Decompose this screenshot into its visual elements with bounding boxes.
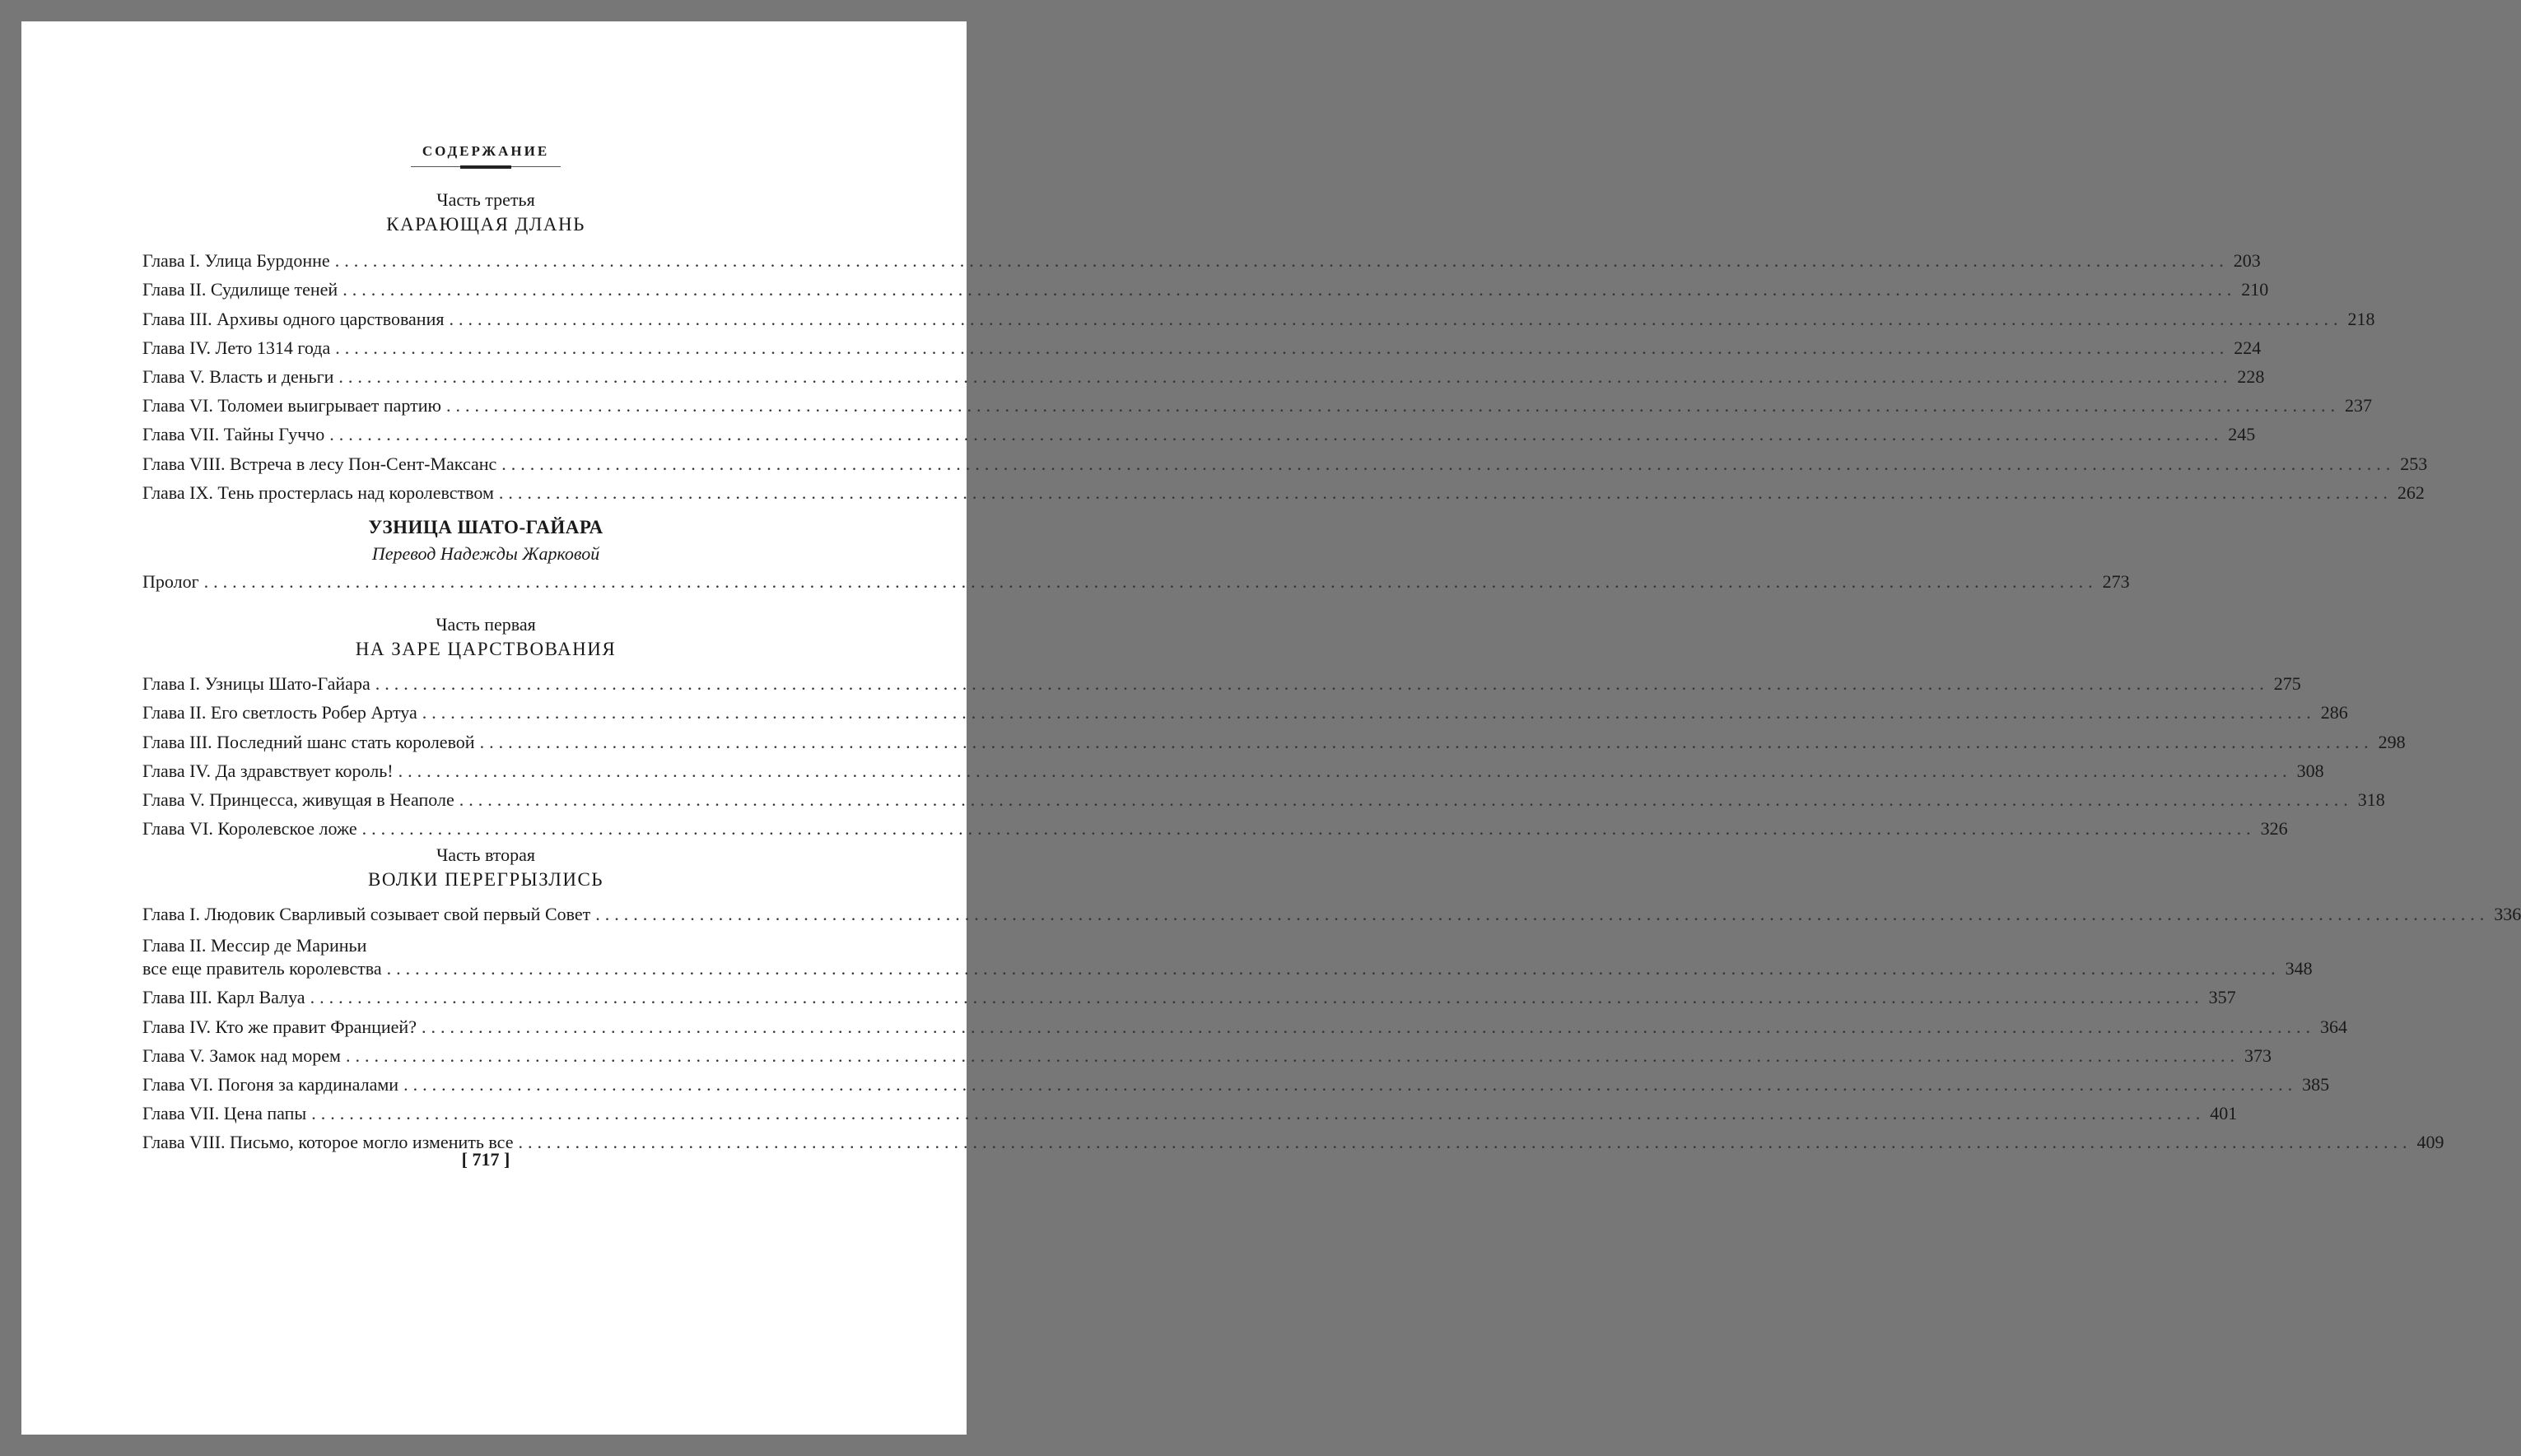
dot-leader: ........................................................................................................................................................................................................ (501, 453, 2396, 474)
toc-entry[interactable] (142, 783, 2385, 812)
entry-title: Глава I. Людовик Сварливый созывает свой первый Совет (142, 904, 591, 925)
toc-entry[interactable] (142, 695, 2348, 724)
dot-leader: ........................................................................................................................................................................................................ (311, 1103, 2206, 1124)
page-number: 298 (2378, 731, 2406, 752)
page-number: 218 (2347, 308, 2375, 329)
page-number: 286 (2320, 702, 2348, 723)
page-number: 275 (2273, 673, 2301, 695)
page-number: 203 (2233, 250, 2261, 272)
toc-entry[interactable] (142, 1009, 2347, 1038)
dot-leader: ........................................................................................................................................................................................................ (334, 250, 2229, 272)
toc-entry[interactable] (142, 301, 2375, 330)
toc-entry[interactable] (142, 1039, 2272, 1068)
dot-leader: ........................................................................................................................................................................................................ (310, 987, 2204, 1008)
translator-credit: Перевод Надежды Жарковой (371, 543, 600, 564)
entry-title: Глава V. Власть и деньги (142, 365, 334, 387)
dot-leader: ........................................................................................................................................................................................................ (335, 337, 2230, 358)
entry-title: Глава II. Мессир де Мариньи (142, 935, 367, 956)
toc-entry[interactable] (142, 417, 2256, 446)
toc-entry[interactable] (142, 331, 2262, 360)
entry-title: Глава VI. Королевское ложе (142, 818, 357, 840)
book-page (21, 21, 2521, 1435)
page-number: 237 (2344, 395, 2372, 416)
dot-leader: ........................................................................................................................................................................................................ (449, 308, 2343, 329)
dot-leader: ........................................................................................................................................................................................................ (422, 702, 2316, 723)
toc-entry[interactable] (142, 926, 2313, 980)
dot-leader: ........................................................................................................................................................................................................ (498, 481, 2393, 503)
part-title: КАРАЮЩАЯ ДЛАНЬ (386, 214, 585, 235)
entry-title: Глава IX. Тень простерлась над королевством (142, 481, 494, 503)
dot-leader: ........................................................................................................................................................................................................ (479, 731, 2374, 752)
entry-title: Глава II. Его светлость Робер Артуа (142, 702, 417, 723)
page-folio: [ 717 ] (461, 1149, 510, 1170)
toc-entry[interactable] (142, 565, 2130, 593)
dot-leader: ........................................................................................................................................................................................................ (398, 760, 2292, 781)
toc-entry[interactable] (142, 1068, 2330, 1096)
page-number: 364 (2319, 1016, 2347, 1037)
dot-leader: ........................................................................................................................................................................................................ (421, 1016, 2315, 1037)
part-label: Часть вторая (436, 844, 536, 865)
page-number: 357 (2208, 987, 2236, 1008)
toc-entry[interactable] (142, 446, 2428, 475)
dot-leader: ........................................................................................................................................................................................................ (329, 424, 2224, 445)
chapter-list (142, 244, 2428, 505)
entry-title: Глава I. Узницы Шато-Гайара (142, 673, 370, 695)
dot-leader: ........................................................................................................................................................................................................ (595, 904, 2490, 925)
toc-entry[interactable] (142, 360, 2265, 388)
entry-title: Глава III. Архивы одного царствования (142, 308, 445, 329)
page-number: 228 (2237, 365, 2265, 387)
page-number: 210 (2241, 279, 2269, 300)
entry-title: Глава VIII. Встреча в лесу Пон-Сент-Максанс (142, 453, 497, 474)
entry-title: Глава IV. Да здравствует король! (142, 760, 394, 781)
entry-title: Пролог (142, 571, 199, 593)
toc-entry[interactable] (142, 897, 2521, 926)
entry-title: Глава VII. Цена папы (142, 1103, 307, 1124)
dot-leader: ........................................................................................................................................................................................................ (518, 1132, 2412, 1153)
page-number: 348 (2285, 958, 2313, 979)
part-title: НА ЗАРЕ ЦАРСТВОВАНИЯ (355, 639, 617, 659)
page-number: 308 (2296, 760, 2324, 781)
toc-entry[interactable] (142, 244, 2261, 272)
entry-title-continued: все еще правитель королевства (142, 958, 382, 979)
toc-entry[interactable] (142, 272, 2269, 301)
page-number: 326 (2260, 818, 2288, 840)
toc-entry[interactable] (142, 667, 2301, 695)
dot-leader: ........................................................................................................................................................................................................ (343, 279, 2237, 300)
header-rule-accent (460, 165, 511, 169)
toc-entry[interactable] (142, 724, 2406, 753)
page-number: 318 (2357, 788, 2385, 810)
page-number: 224 (2234, 337, 2262, 358)
toc-entry[interactable] (142, 1096, 2238, 1125)
dot-leader: ........................................................................................................................................................................................................ (345, 1044, 2239, 1066)
dot-leader: ........................................................................................................................................................................................................ (459, 788, 2353, 810)
page-number: 273 (2102, 571, 2130, 593)
toc-entry[interactable] (142, 980, 2236, 1009)
chapter-list (142, 897, 2521, 1154)
page-number: 409 (2416, 1132, 2444, 1153)
toc-entry[interactable] (142, 754, 2324, 783)
page-number: 401 (2210, 1103, 2238, 1124)
entry-title: Глава V. Принцесса, живущая в Неаполе (142, 788, 454, 810)
entry-title: Глава II. Судилище теней (142, 279, 338, 300)
entry-title: Глава III. Карл Валуа (142, 987, 305, 1008)
entry-title: Глава VI. Толомеи выигрывает партию (142, 395, 441, 416)
page-number: 262 (2397, 481, 2425, 503)
dot-leader: ........................................................................................................................................................................................................ (203, 571, 2098, 593)
entry-title: Глава V. Замок над морем (142, 1044, 341, 1066)
toc-entry[interactable] (142, 388, 2372, 417)
dot-leader: ........................................................................................................................................................................................................ (375, 673, 2269, 695)
dot-leader: ........................................................................................................................................................................................................ (386, 958, 2281, 979)
page-number: 373 (2244, 1044, 2272, 1066)
entry-title: Глава VIII. Письмо, которое могло изменить все (142, 1132, 514, 1153)
toc-entry[interactable] (142, 476, 2425, 505)
book-title: УЗНИЦА ШАТО-ГАЙАРА (368, 517, 603, 537)
chapter-list (142, 667, 2406, 840)
entry-title: Глава IV. Лето 1314 года (142, 337, 331, 358)
page-number: 336 (2494, 904, 2521, 925)
entry-title: Глава III. Последний шанс стать королевой (142, 731, 475, 752)
entry-title: Глава VI. Погоня за кардиналами (142, 1073, 399, 1095)
page-number: 253 (2400, 453, 2428, 474)
entry-title: Глава I. Улица Бурдонне (142, 250, 330, 272)
toc-entry[interactable] (142, 812, 2288, 840)
part-label: Часть третья (436, 189, 535, 210)
entry-title: Глава IV. Кто же правит Францией? (142, 1016, 417, 1037)
part-label: Часть первая (436, 614, 536, 635)
part-title: ВОЛКИ ПЕРЕГРЫЗЛИСЬ (367, 869, 604, 890)
page-number: 245 (2228, 424, 2256, 445)
dot-leader: ........................................................................................................................................................................................................ (445, 395, 2340, 416)
dot-leader: ........................................................................................................................................................................................................ (338, 365, 2233, 387)
prologue-list (142, 565, 2130, 593)
page-number: 385 (2302, 1073, 2330, 1095)
entry-title: Глава VII. Тайны Гуччо (142, 424, 325, 445)
dot-leader: ........................................................................................................................................................................................................ (403, 1073, 2298, 1095)
dot-leader: ........................................................................................................................................................................................................ (361, 818, 2256, 840)
section-label: СОДЕРЖАНИЕ (422, 143, 550, 159)
